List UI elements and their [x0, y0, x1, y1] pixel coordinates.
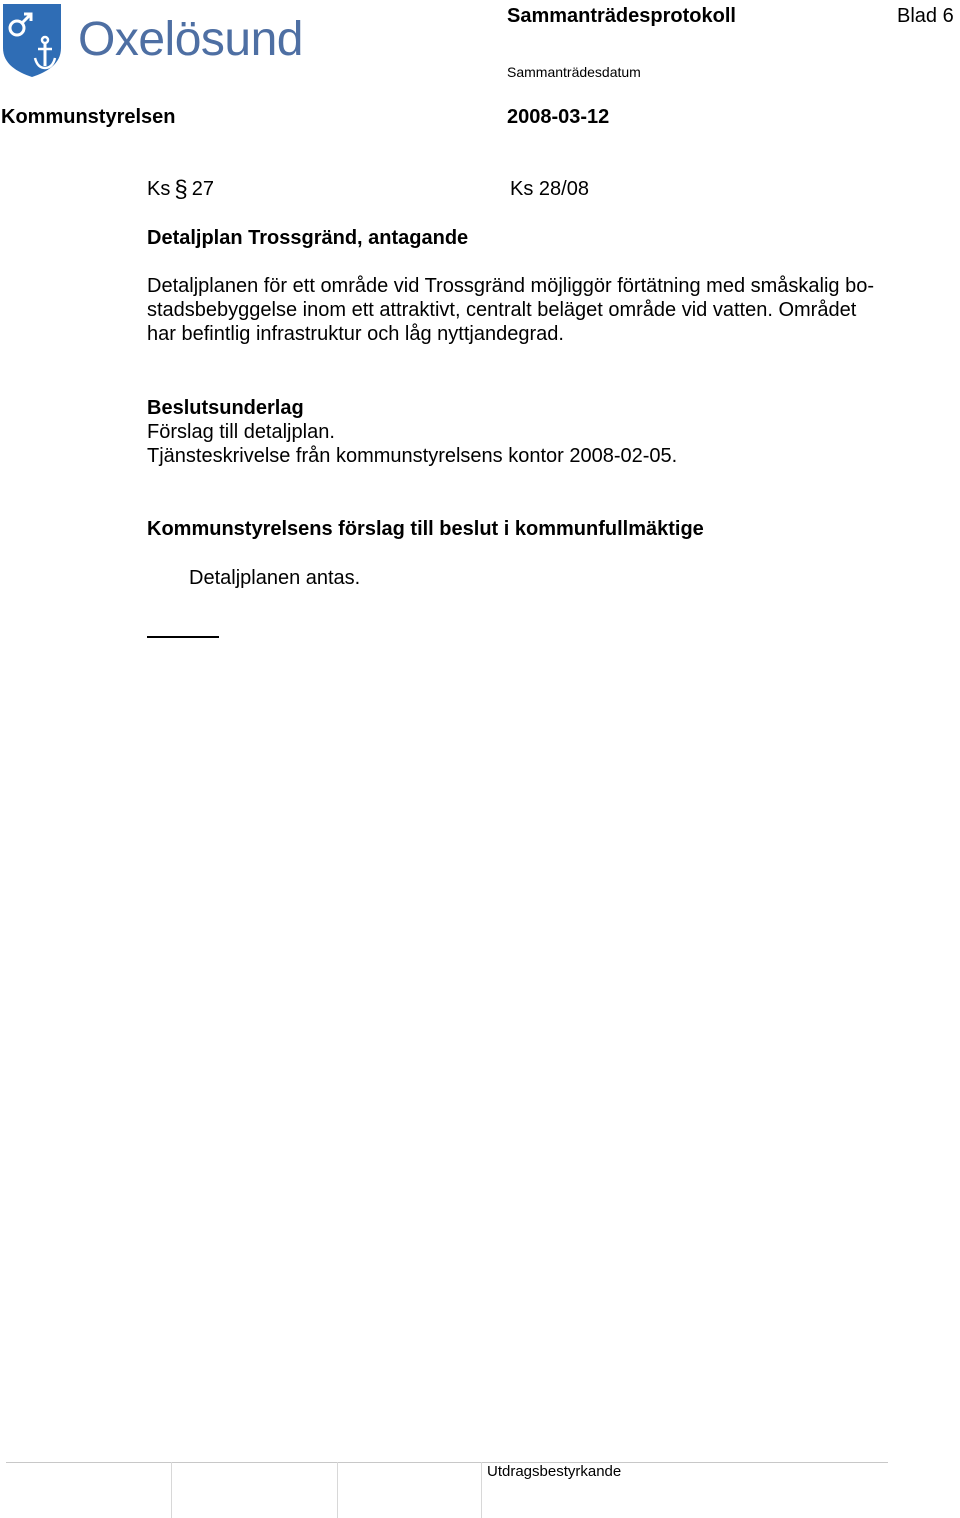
- footer-cell-divider: [171, 1462, 172, 1518]
- basis-item: Förslag till detaljplan.: [147, 421, 335, 443]
- footer-cell-divider: [337, 1462, 338, 1518]
- meeting-date-label: Sammanträdesdatum: [507, 64, 641, 80]
- case-number: Ks 28/08: [510, 178, 589, 200]
- intro-line: Detaljplanen för ett område vid Trossgränd möjliggör förtätning med småskalig bo-: [147, 275, 875, 297]
- document-type: Sammanträdesprotokoll: [507, 5, 736, 27]
- certification-label: Utdragsbestyrkande: [487, 1463, 622, 1480]
- end-rule: [147, 636, 219, 638]
- section-sign: §: [174, 176, 188, 203]
- coat-of-arms-icon: [1, 2, 63, 78]
- intro-line: stadsbebyggelse inom ett attraktivt, centralt beläget område vid vatten. Området: [147, 299, 857, 321]
- footer-divider: [6, 1462, 888, 1463]
- page-number: Blad 6: [897, 5, 954, 27]
- organization-name: Kommunstyrelsen: [1, 106, 176, 128]
- meeting-date: 2008-03-12: [507, 106, 610, 128]
- paragraph-prefix: Ks: [147, 178, 171, 200]
- logo-wordmark: Oxelösund: [78, 13, 303, 66]
- paragraph-number: [147, 177, 214, 202]
- intro-line: har befintlig infrastruktur och låg nyttjandegrad.: [147, 323, 564, 345]
- footer-cell-divider: [481, 1462, 482, 1518]
- basis-item: Tjänsteskrivelse från kommunstyrelsens kontor 2008-02-05.: [147, 445, 678, 467]
- case-title: Detaljplan Trossgränd, antagande: [147, 227, 469, 249]
- decision-text: Detaljplanen antas.: [189, 567, 361, 589]
- paragraph-number-value: 27: [191, 178, 214, 200]
- proposal-heading: Kommunstyrelsens förslag till beslut i kommunfullmäktige: [147, 518, 704, 540]
- basis-heading: Beslutsunderlag: [147, 397, 304, 419]
- intro-paragraph: [147, 274, 937, 346]
